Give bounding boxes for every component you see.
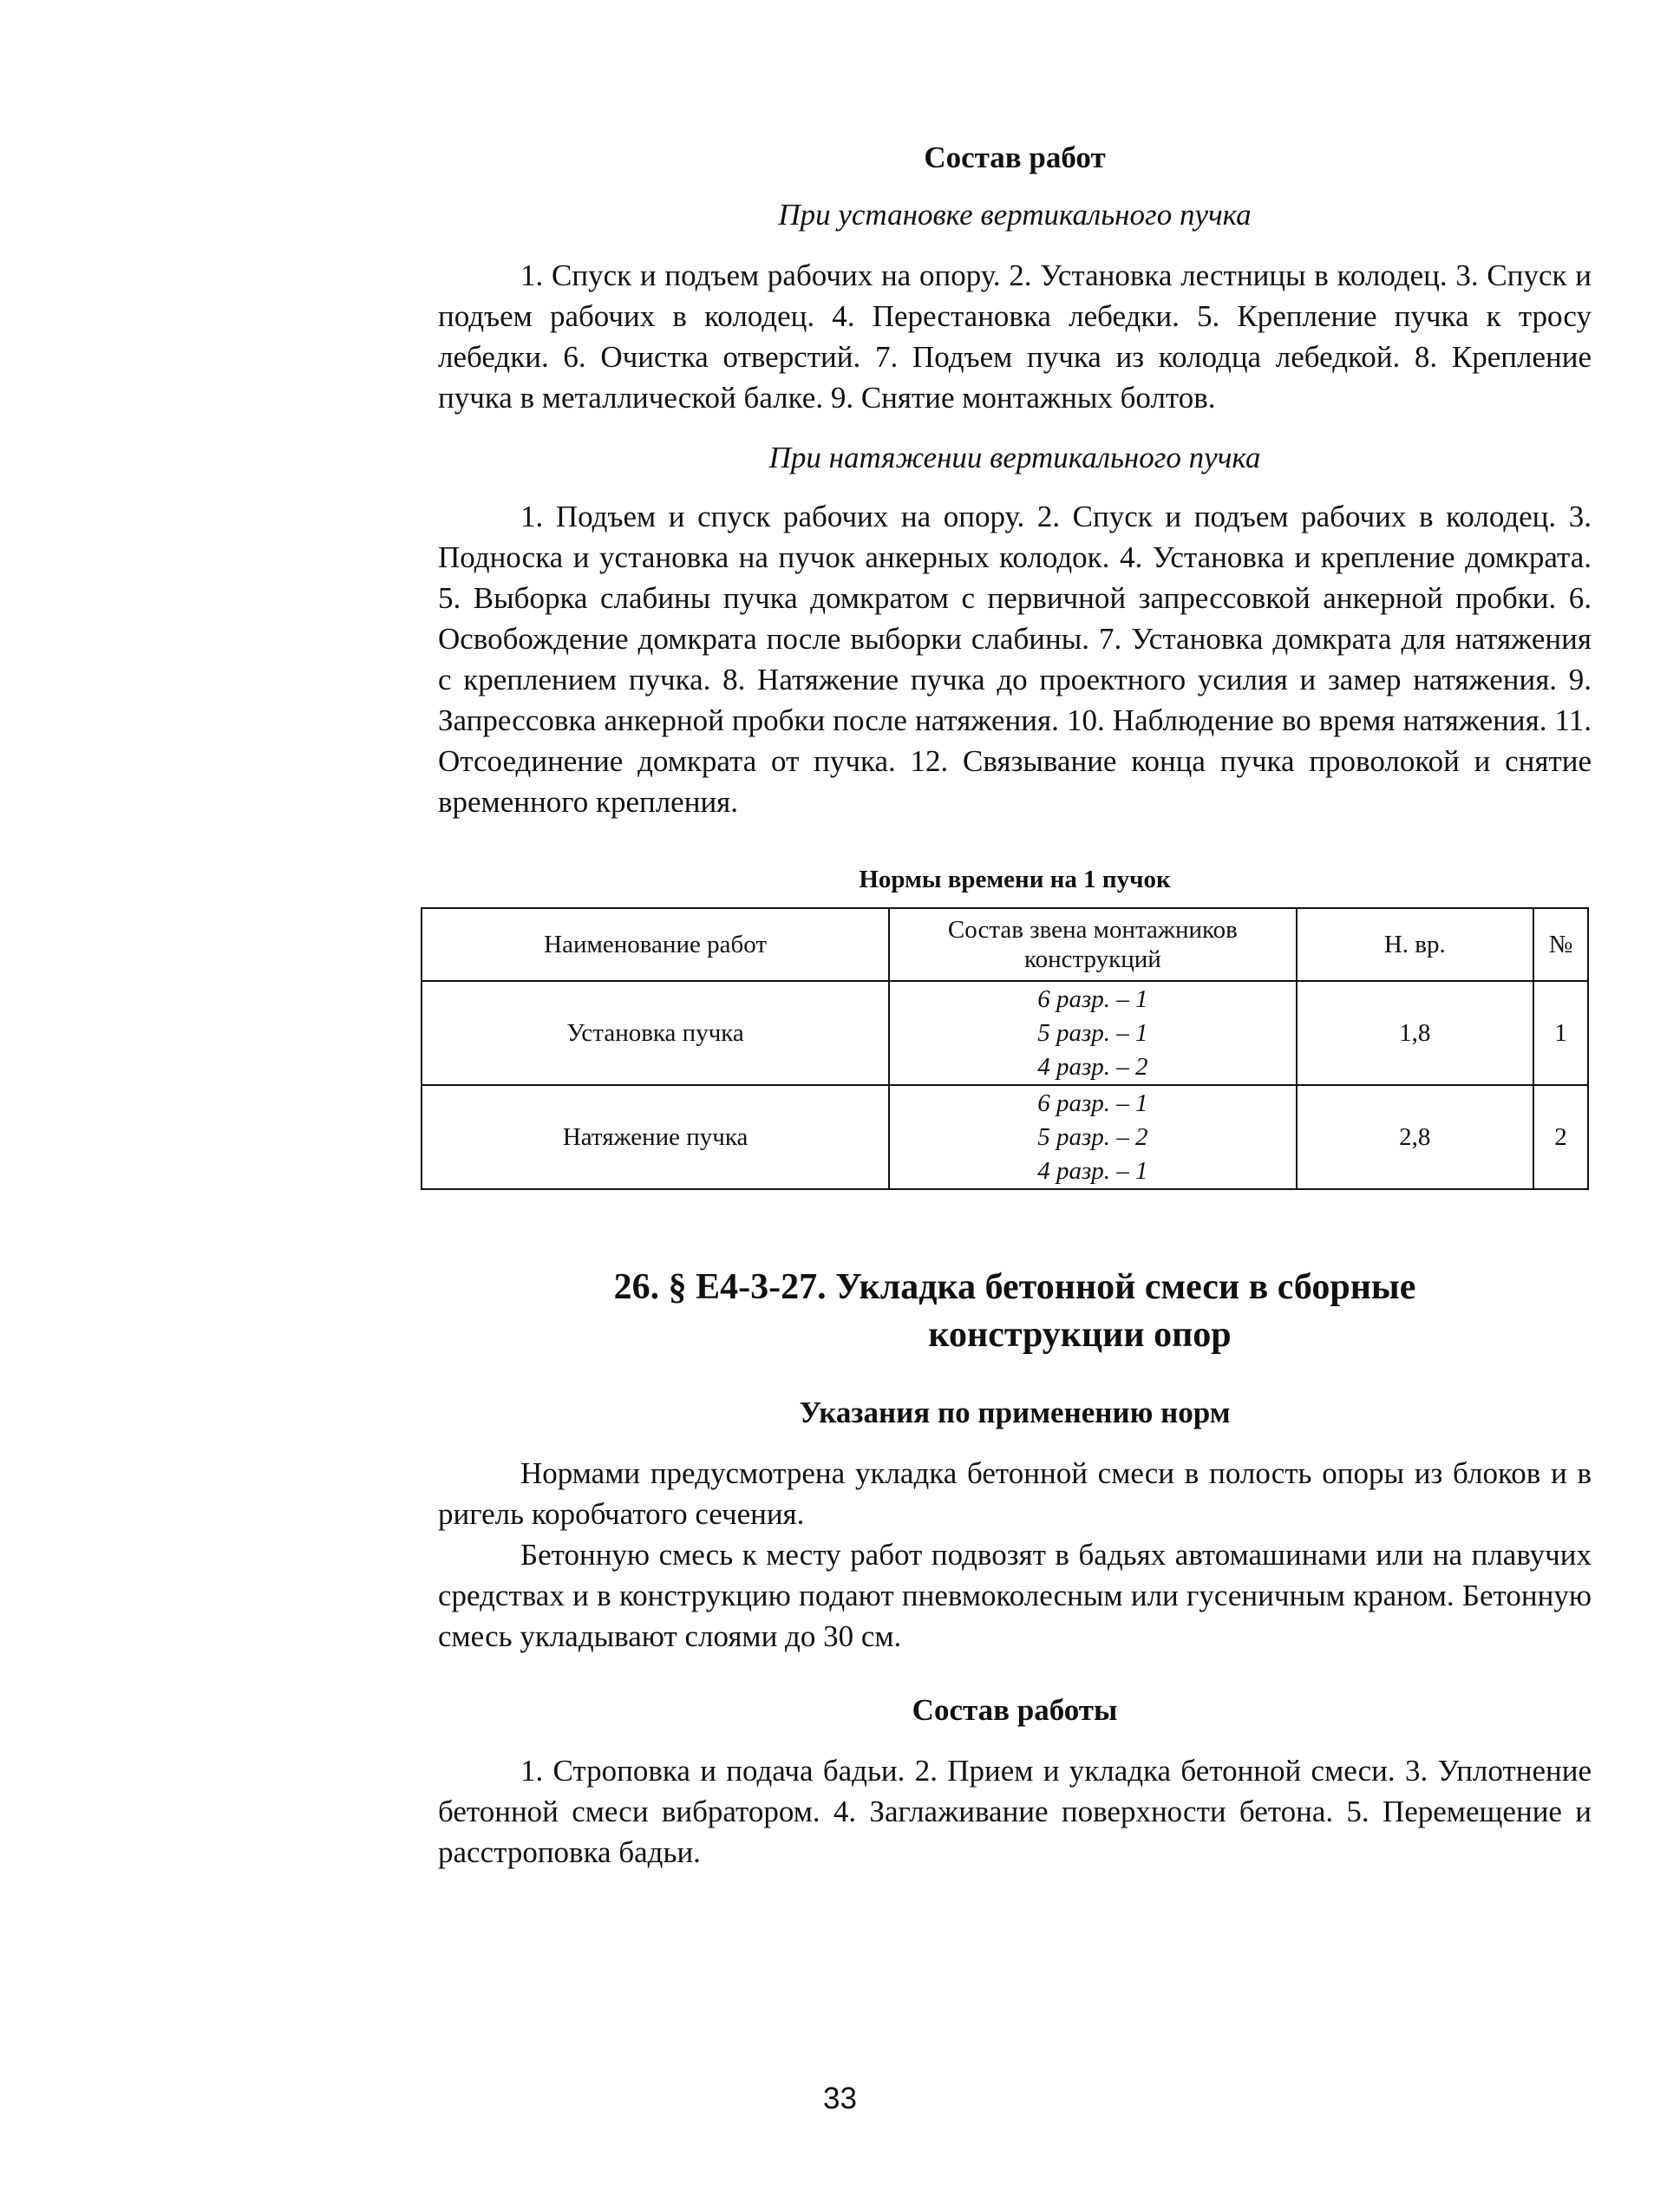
work-composition-heading: Состав работ — [924, 141, 1106, 174]
row-number: 2 — [1533, 1085, 1588, 1189]
row-crew — [889, 981, 1296, 1085]
row-number: 1 — [1533, 981, 1588, 1085]
norms-table-title: Нормы времени на 1 пучок — [859, 866, 1171, 893]
table-row — [422, 981, 1588, 1085]
tension-steps-paragraph: 1. Подъем и спуск рабочих на опору. 2. Спуск и подъем рабочих в колодец. 3. Подноска и установка на пучок анкерных колодок. 4. Установка и крепление домкрата. 5. Выборка слабины пучка домкратом с первичной запрессовкой анкерной пробки. 6. Освобождение домкрата после выборки слабины. 7. Установка домкрата для натяжения с креплением пучка. 8. Натяжение пучка до проектного усилия и замер натяжения. 9. Запрессовка анкерной пробки после натяжения. 10. Наблюдение во время натяжения. 11. Отсоединение домкрата от пучка. 12. Связывание конца пучка проволокой и снятие временного крепления. — [438, 500, 1592, 819]
vertical-bundle-install-subheading: При установке вертикального пучка — [778, 198, 1252, 232]
row-time-norm: 1,8 — [1297, 981, 1533, 1085]
work-composition-heading-2: Состав работы — [912, 1693, 1118, 1727]
install-steps-paragraph: 1. Спуск и подъем рабочих на опору. 2. Установка лестницы в колодец. 3. Спуск и подъем рабочих в колодец. 4. Перестановка лебедки. 5. Крепление пучка к тросу лебедки. 6. Очистка отверстий. 7. Подъем пучка из колодца лебедкой. 8. Крепление пучка в металлической балке. 9. Снятие монтажных болтов. — [438, 258, 1592, 415]
guidelines-paragraph-2: Бетонную смесь к месту работ подвозят в бадьях автомашинами или на плавучих средствах и в конструкцию подают пневмоколесным или гусеничным краном. Бетонную смесь укладывают слоями до 30 см. — [438, 1538, 1592, 1653]
table-header-row — [422, 908, 1588, 981]
crew-line: 4 разр. – 1 — [1037, 1156, 1148, 1185]
section-title-line2: конструкции опор — [928, 1315, 1232, 1355]
section-title — [438, 1264, 1592, 1359]
row-crew — [889, 1085, 1296, 1189]
header-time-norm: Н. вр. — [1297, 908, 1533, 981]
header-work-name: Наименование работ — [422, 908, 889, 981]
guidelines-paragraph-1: Нормами предусмотрена укладка бетонной смеси в полость опоры из блоков и в ригель коробчатого сечения. — [438, 1456, 1592, 1531]
header-number: № — [1533, 908, 1588, 981]
page-number: 33 — [823, 2082, 857, 2115]
crew-line: 5 разр. – 1 — [1037, 1018, 1148, 1047]
table-row — [422, 1085, 1588, 1189]
work-steps-paragraph: 1. Строповка и подача бадьи. 2. Прием и укладка бетонной смеси. 3. Уплотнение бетонной смеси вибратором. 4. Заглаживание поверхности бетона. 5. Перемещение и расстроповка бадьи. — [438, 1754, 1592, 1869]
row-time-norm: 2,8 — [1297, 1085, 1533, 1189]
row-work-name: Натяжение пучка — [422, 1085, 889, 1189]
document-page — [438, 139, 1592, 1873]
crew-line: 6 разр. – 1 — [1037, 1089, 1148, 1117]
section-title-line1: 26. § Е4-3-27. Укладка бетонной смеси в сборные — [613, 1267, 1416, 1307]
crew-line: 4 разр. – 2 — [1037, 1052, 1148, 1081]
vertical-bundle-tension-subheading: При натяжении вертикального пучка — [768, 441, 1261, 474]
crew-line: 5 разр. – 2 — [1037, 1122, 1148, 1151]
application-guidelines-heading: Указания по применению норм — [799, 1396, 1231, 1429]
crew-line: 6 разр. – 1 — [1037, 984, 1148, 1013]
header-crew: Состав звена монтажников конструкций — [889, 908, 1296, 981]
time-norms-table — [421, 907, 1589, 1190]
row-work-name: Установка пучка — [422, 981, 889, 1085]
